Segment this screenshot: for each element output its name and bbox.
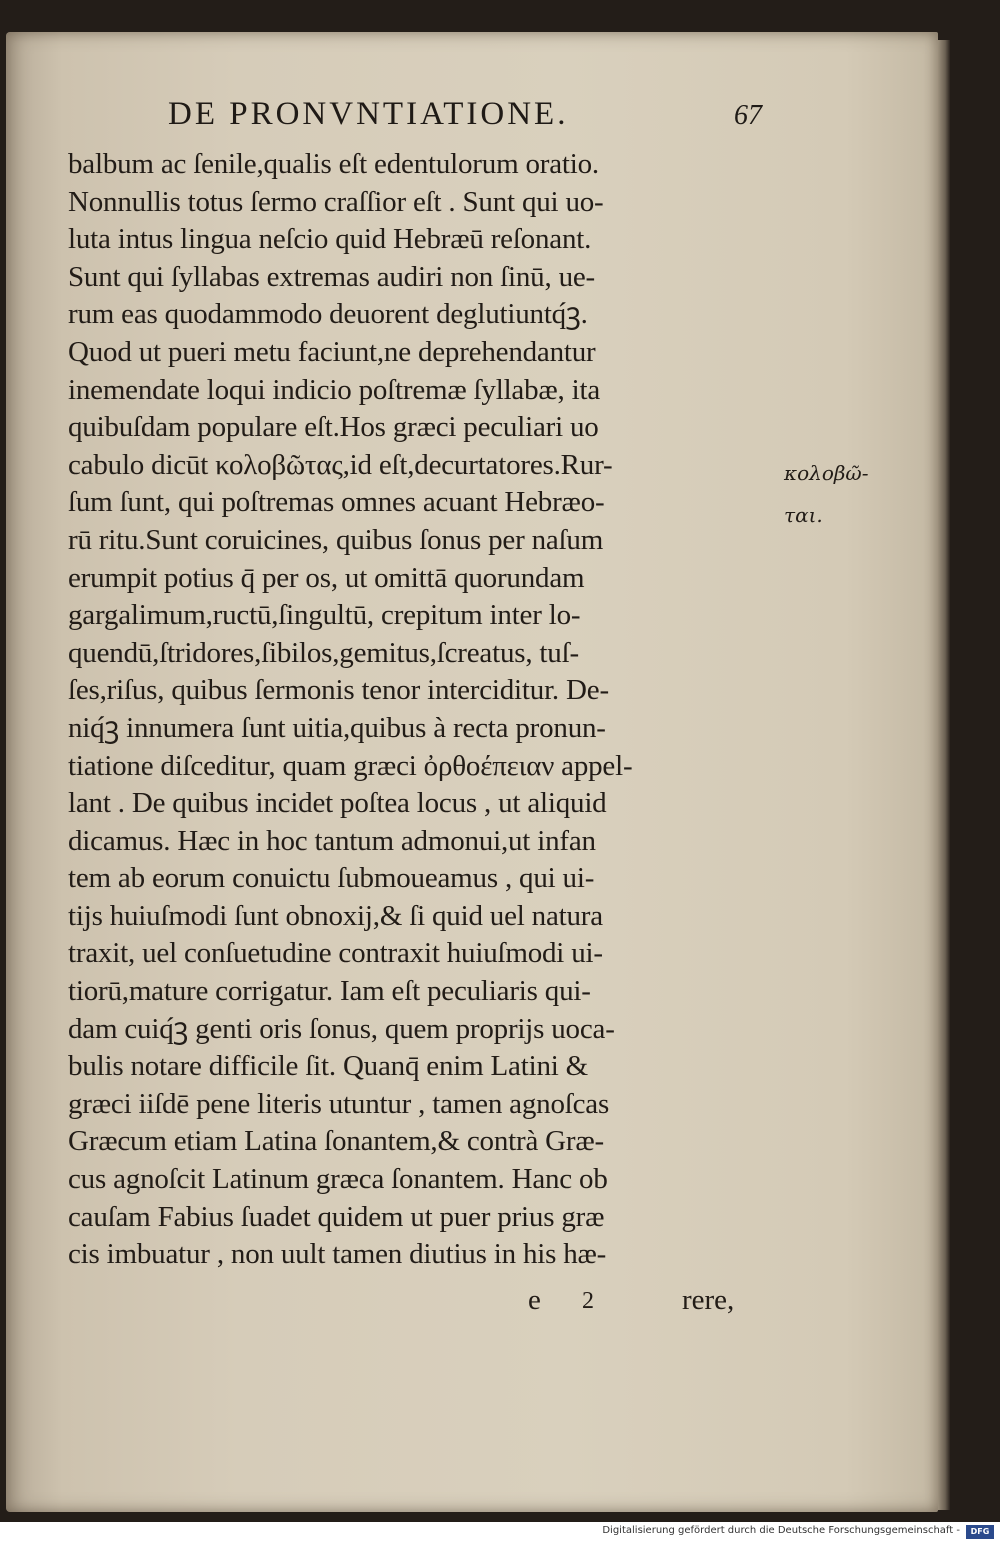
text-line: luta intus lingua neſcio quid Hebræū reſonant. <box>68 223 592 256</box>
page-edge <box>938 40 950 1510</box>
marginal-gloss-line: ται. <box>784 503 823 527</box>
text-line: inemendate loqui indicio poſtremæ ſyllabæ, ita <box>68 373 601 406</box>
text-line: græci iiſdē pene literis utuntur , tamen agnoſcas <box>68 1087 610 1120</box>
text-line: gargalimum,ructū,ſingultū, crepitum inter lo- <box>68 599 581 632</box>
text-line: tiorū,mature corrigatur. Iam eſt peculiaris qui- <box>68 975 591 1008</box>
dfg-logo-icon: DFG <box>966 1525 994 1539</box>
text-line: tiatione diſceditur, quam græci ὀρθοέπειαν appel- <box>68 749 633 782</box>
text-line: dicamus. Hæc in hoc tantum admonui,ut infan <box>68 824 596 857</box>
text-line: quendū,ſtridores,ſibilos,gemitus,ſcreatus, tuſ- <box>68 636 579 669</box>
marginal-gloss-line: κολοβῶ- <box>784 461 869 485</box>
text-line: niq́ꝫ innumera ſunt uitia,quibus à recta pronun- <box>68 711 606 744</box>
text-line: rū ritu.Sunt coruicines, quibus ſonus per naſum <box>68 523 604 556</box>
text-line: cus agnoſcit Latinum græca ſonantem. Hanc ob <box>68 1163 608 1196</box>
text-line: ſes,riſus, quibus ſermonis tenor interciditur. De- <box>68 674 609 707</box>
text-line: quibuſdam populare eſt.Hos græci peculiari uo <box>68 411 599 444</box>
text-line: cauſam Fabius ſuadet quidem ut puer prius græ <box>68 1200 605 1233</box>
text-line: Quod ut pueri metu faciunt,ne deprehendantur <box>68 335 596 368</box>
signature-number: 2 <box>582 1288 594 1314</box>
text-line: ſum ſunt, qui poſtremas omnes acuant Hebræo- <box>68 486 605 519</box>
funding-credit: Digitalisierung gefördert durch die Deutsche Forschungsgemeinschaft - <box>602 1525 960 1536</box>
text-line: tijs huiuſmodi ſunt obnoxij,& ſi quid uel natura <box>68 899 603 932</box>
catchword: rere, <box>682 1284 735 1316</box>
text-line: Sunt qui ſyllabas extremas audiri non ſinū, ue- <box>68 260 596 293</box>
text-line: dam cuiq́ꝫ genti oris ſonus, quem proprijs uoca- <box>68 1012 615 1045</box>
text-line: cabulo dicūt κολοβῶτας,id eſt,decurtatores.Rur- <box>68 448 613 481</box>
text-line: cis imbuatur , non uult tamen diutius in his hæ- <box>68 1238 607 1271</box>
footer-bar <box>0 1522 1000 1543</box>
marginal-gloss <box>784 452 904 536</box>
text-line: Græcum etiam Latina ſonantem,& contrà Græ- <box>68 1125 604 1158</box>
signature-mark: e <box>528 1284 541 1316</box>
text-line: bulis notare difficile ſit. Quanq̄ enim Latini & <box>68 1050 589 1083</box>
text-line: lant . De quibus incidet poſtea locus , ut aliquid <box>68 787 607 820</box>
text-line: balbum ac ſenile,qualis eſt edentulorum oratio. <box>68 148 599 180</box>
text-line: rum eas quodammodo deuorent deglutiuntq́ꝫ. <box>68 298 588 331</box>
running-head: DE PRONVNTIATIONE. <box>168 96 569 132</box>
body-text <box>68 146 768 1274</box>
text-line: traxit, uel conſuetudine contraxit huiuſmodi ui- <box>68 937 603 970</box>
text-line: erumpit potius q̄ per os, ut omittā quorundam <box>68 561 585 594</box>
text-line: Nonnullis totus ſermo craſſior eſt . Sunt qui uo- <box>68 185 604 218</box>
text-line: tem ab eorum conuictu ſubmoueamus , qui ui- <box>68 862 595 895</box>
page-number: 67 <box>734 100 762 131</box>
